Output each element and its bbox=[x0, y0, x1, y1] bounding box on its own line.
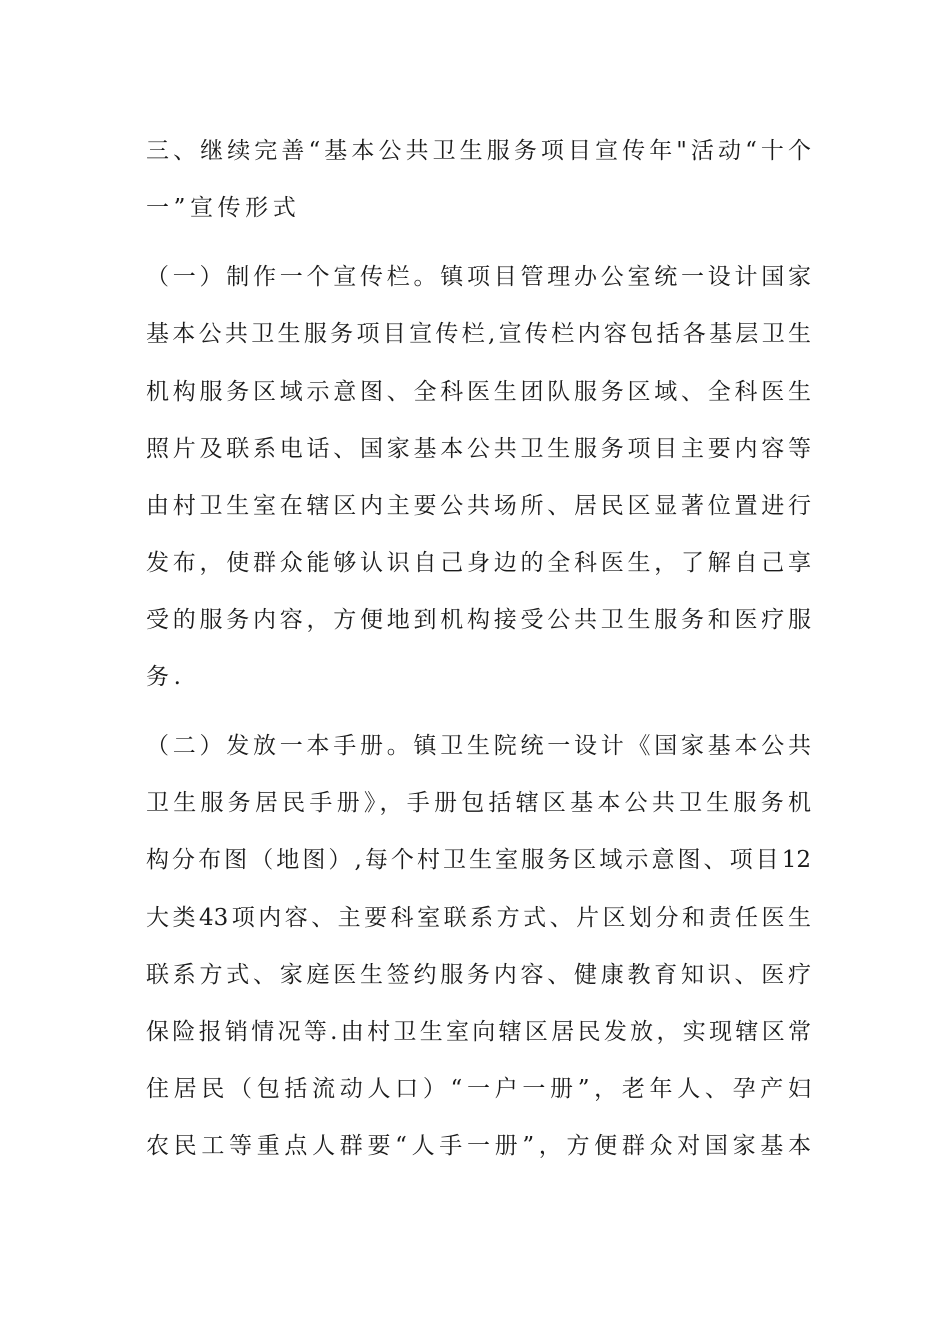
paragraph-line: 构分布图（地图）,每个村卫生室服务区域示意图、项目12 bbox=[146, 847, 811, 873]
paragraph-line: 大类43项内容、主要科室联系方式、片区划分和责任医生 bbox=[146, 905, 811, 931]
paragraph-line: （二）发放一本手册。镇卫生院统一设计《国家基本公共 bbox=[146, 733, 811, 759]
paragraph-line: 卫生服务居民手册》，手册包括辖区基本公共卫生服务机 bbox=[146, 790, 811, 816]
paragraph-line: 发布，使群众能够认识自己身边的全科医生，了解自己享 bbox=[146, 550, 811, 576]
paragraph-line: 受的服务内容，方便地到机构接受公共卫生服务和医疗服 bbox=[146, 607, 811, 633]
paragraph-line: 联系方式、家庭医生签约服务内容、健康教育知识、医疗 bbox=[146, 962, 811, 988]
paragraph-line: 机构服务区域示意图、全科医生团队服务区域、全科医生 bbox=[146, 379, 811, 405]
heading-line: 一”宣传形式 bbox=[146, 195, 301, 221]
paragraph-line: 住居民（包括流动人口）“一户一册”，老年人、孕产妇 bbox=[146, 1076, 811, 1102]
paragraph-line: 基本公共卫生服务项目宣传栏,宣传栏内容包括各基层卫生 bbox=[146, 321, 811, 347]
paragraph-line: 农民工等重点人群要“人手一册”，方便群众对国家基本 bbox=[146, 1133, 811, 1159]
heading-line: 三、继续完善“基本公共卫生服务项目宣传年"活动“十个 bbox=[146, 138, 811, 164]
paragraph-line: （一）制作一个宣传栏。镇项目管理办公室统一设计国家 bbox=[146, 264, 811, 290]
paragraph-line: 由村卫生室在辖区内主要公共场所、居民区显著位置进行 bbox=[146, 493, 811, 519]
paragraph-line: 保险报销情况等.由村卫生室向辖区居民发放，实现辖区常 bbox=[146, 1019, 811, 1045]
paragraph-line: 务. bbox=[146, 664, 186, 690]
paragraph-line: 照片及联系电话、国家基本公共卫生服务项目主要内容等 bbox=[146, 436, 811, 462]
